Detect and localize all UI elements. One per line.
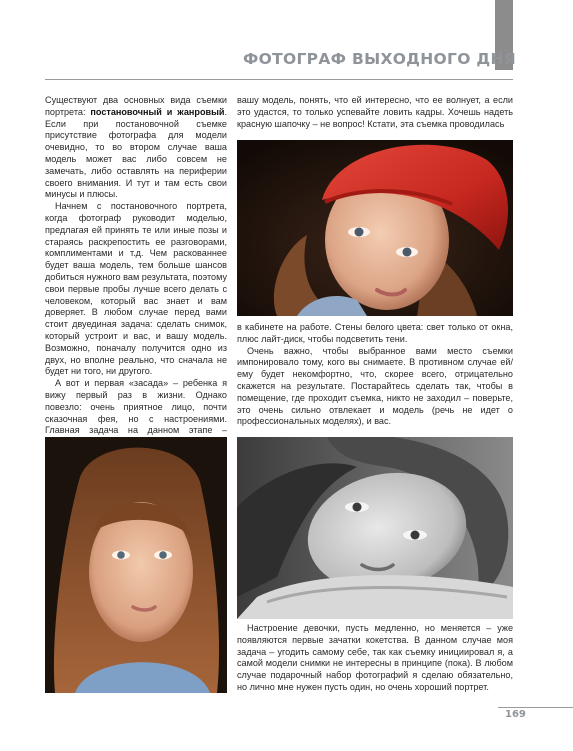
photo-girl-red-hat [237,140,513,316]
paragraph-continuation: вашу модель, понять, что ей интересно, что ее волнует, а если это удастся, то только успевайте ловить кадры. Хочешь надеть красную шапочку – не вопрос! Кстати, эта съемка проводилась [237,95,513,129]
right-middle-text [237,322,513,428]
paragraph-office-light: в кабинете на работе. Стены белого цвета: свет только от окна, плюс лайт-диск, чтобы подсветить тени. [237,322,513,344]
footer-divider [498,707,573,708]
page-title: ФОТОГРАФ ВЫХОДНОГО ДНЯ [242,50,516,68]
intro-text-start: Существуют два основных вида съемки портрета: [45,95,227,117]
photo-girl-brown-hair [45,437,227,693]
paragraph-mood-change: Настроение девочки, пусть медленно, но меняется – уже появляются первые зачатки кокетства. В данном случае моя задача – угодить самому себе, так как съемку инициировал я, а самой модели снимки не интересны в принципе (пока). В любом случае подарочный набор фотографий я сделаю обязательно, но лично мне нужен пусть один, но очень хороший портрет. [237,623,513,692]
title-divider [45,79,513,80]
intro-bold-text: постановочный и жанровый [90,106,225,117]
page-number: 169 [505,709,526,720]
right-top-text [237,95,513,130]
paragraph-first-ambush: А вот и первая «засада» – ребенка я вижу первый раз в жизни. Однако повезло: очень приятное лицо, почти сказочная фея, но с настроениями. Главная задача на данном этапе – [45,378,227,436]
paragraph-staged-portrait: Начнем с постановочного портрета, когда фотограф руководит моделью, предлагая ей принять те или иные позы и стараясь раскрепостить ее разговорами, комплиментами и т.д. Чем раскованнее будет ваша модель, тем больше шансов добиться нужного вам результата, поэтому свои первые пробы лучше всего делать с человеком, который вас знает и вам доверяет. В любом случае перед вами стоит двуединая задача: сделать снимок, который устроит и вас, и вашу модель. Возможно, поначалу получится одно из двух, но вполне реально, что сначала не будет ни того, ни другого. [45,201,227,377]
intro-text-end: . Если при постановочной съемке присутствие фотографа для модели очевидно, то во втором случае ваша модель может вас либо совсем не замечать, либо оставлять на периферии своего внимания. И тут и там есть свои минусы и плюсы. [45,106,227,200]
paragraph-location-importance: Очень важно, чтобы выбранное вами место съемки импонировало тому, кого вы снимаете. В противном случае ей/ему будет некомфортно, что, скорее всего, отрицательно скажется на результате. Постарайтесь сделать так, чтобы в помещение, где проходит съемка, никто не заходил – поверьте, это очень сильно отвлекает и модель (речь не идет о профессиональных моделях), и вас. [237,345,513,427]
photo-girl-black-white [237,437,513,619]
paragraph-intro [45,95,227,201]
right-bottom-text [237,623,513,694]
left-column-text [45,95,227,449]
